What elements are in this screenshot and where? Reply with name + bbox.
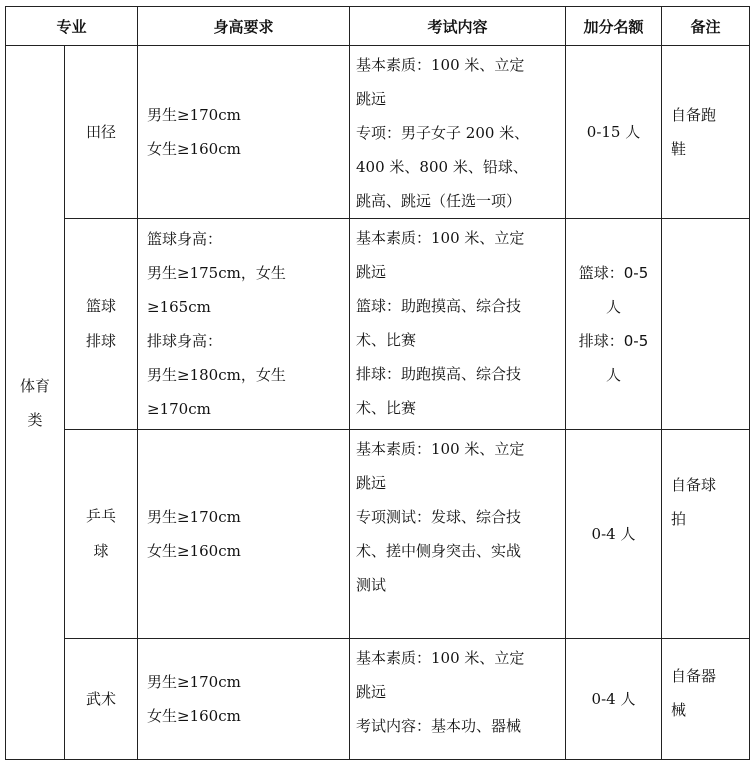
quota-line: 0-4 人 <box>591 525 636 543</box>
content-line: 考试内容：基本功、器械 <box>356 717 522 735</box>
category-cell <box>6 46 65 760</box>
content-line: 术、搓中侧身突击、实战 <box>356 542 522 560</box>
header-major: 专业 <box>6 7 138 46</box>
exam-content-cell <box>350 639 566 760</box>
remark-line: 自备器 <box>671 667 717 685</box>
content-line: 排球：助跑摸高、综合技 <box>356 365 522 383</box>
req-line: ≥165cm <box>147 298 211 316</box>
table-row <box>6 639 750 760</box>
category-text: 体育 <box>19 376 50 395</box>
req-line: 男生≥170cm <box>147 508 241 526</box>
sub-major-text: 田径 <box>86 122 117 141</box>
req-line: 男生≥175cm，女生 <box>147 264 286 282</box>
content-line: 400 米、800 米、铅球、 <box>356 158 528 176</box>
req-line: 男生≥170cm <box>147 106 241 124</box>
content-line: 基本素质：100 米、立定 <box>356 56 525 74</box>
sub-major-cell <box>65 430 138 639</box>
quota-cell <box>566 219 662 430</box>
remark-line: 鞋 <box>671 140 687 158</box>
category-text: 类 <box>27 410 43 429</box>
content-line: 测试 <box>356 576 387 594</box>
quota-line: 0-4 人 <box>591 690 636 708</box>
content-line: 基本素质：100 米、立定 <box>356 440 525 458</box>
table-row <box>6 219 750 430</box>
remark-line: 拍 <box>671 510 687 528</box>
content-line: 专项测试：发球、综合技 <box>356 508 522 526</box>
content-line: 基本素质：100 米、立定 <box>356 229 525 247</box>
height-req-cell <box>138 639 350 760</box>
quota-line: 排球：0-5 <box>578 332 649 350</box>
req-line: 男生≥170cm <box>147 673 241 691</box>
content-line: 跳远 <box>356 474 387 492</box>
content-line: 跳高、跳远（任选一项） <box>356 192 522 210</box>
quota-line: 人 <box>606 298 622 316</box>
sub-major-cell <box>65 639 138 760</box>
content-line: 跳远 <box>356 263 387 281</box>
remarks-cell <box>662 430 750 639</box>
quota-line: 篮球：0-5 <box>578 264 649 282</box>
quota-line: 人 <box>606 366 622 384</box>
table-row <box>6 46 750 219</box>
req-line: ≥170cm <box>147 400 211 418</box>
height-req-cell <box>138 46 350 219</box>
content-line: 跳远 <box>356 90 387 108</box>
content-line: 基本素质：100 米、立定 <box>356 649 525 667</box>
remark-line: 自备球 <box>671 476 717 494</box>
header-exam-content: 考试内容 <box>350 7 566 46</box>
req-line: 女生≥160cm <box>147 140 241 158</box>
height-req-cell <box>138 430 350 639</box>
content-line: 术、比赛 <box>356 331 417 349</box>
remark-line: 械 <box>671 701 687 719</box>
remark-line: 自备跑 <box>671 106 717 124</box>
exam-content-cell <box>350 219 566 430</box>
admission-table <box>5 6 750 760</box>
sub-major-cell <box>65 219 138 430</box>
quota-line: 0-15 人 <box>586 123 641 141</box>
header-remarks: 备注 <box>662 7 750 46</box>
remarks-cell <box>662 46 750 219</box>
content-line: 专项：男子女子 200 米、 <box>356 124 530 142</box>
header-height-req: 身高要求 <box>138 7 350 46</box>
table-row <box>6 430 750 639</box>
sub-major-cell <box>65 46 138 219</box>
req-line: 女生≥160cm <box>147 707 241 725</box>
exam-content-cell <box>350 46 566 219</box>
sub-major-text: 武术 <box>86 689 117 708</box>
req-line: 女生≥160cm <box>147 542 241 560</box>
content-line: 术、比赛 <box>356 399 417 417</box>
exam-content-cell <box>350 430 566 639</box>
sub-major-text: 排球 <box>86 332 117 350</box>
req-line: 排球身高： <box>147 332 223 350</box>
header-bonus-quota: 加分名额 <box>566 7 662 46</box>
header-row <box>6 7 750 46</box>
content-line: 篮球：助跑摸高、综合技 <box>356 297 522 315</box>
req-line: 男生≥180cm，女生 <box>147 366 286 384</box>
sub-major-text: 篮球 <box>86 297 117 315</box>
height-req-cell <box>138 219 350 430</box>
quota-cell <box>566 46 662 219</box>
sub-major-text: 乒乓 <box>86 507 117 525</box>
remarks-cell <box>662 639 750 760</box>
req-line: 篮球身高： <box>147 230 223 248</box>
sub-major-text: 球 <box>93 542 109 560</box>
quota-cell <box>566 639 662 760</box>
content-line: 跳远 <box>356 683 387 701</box>
remarks-cell <box>662 219 750 430</box>
quota-cell <box>566 430 662 639</box>
